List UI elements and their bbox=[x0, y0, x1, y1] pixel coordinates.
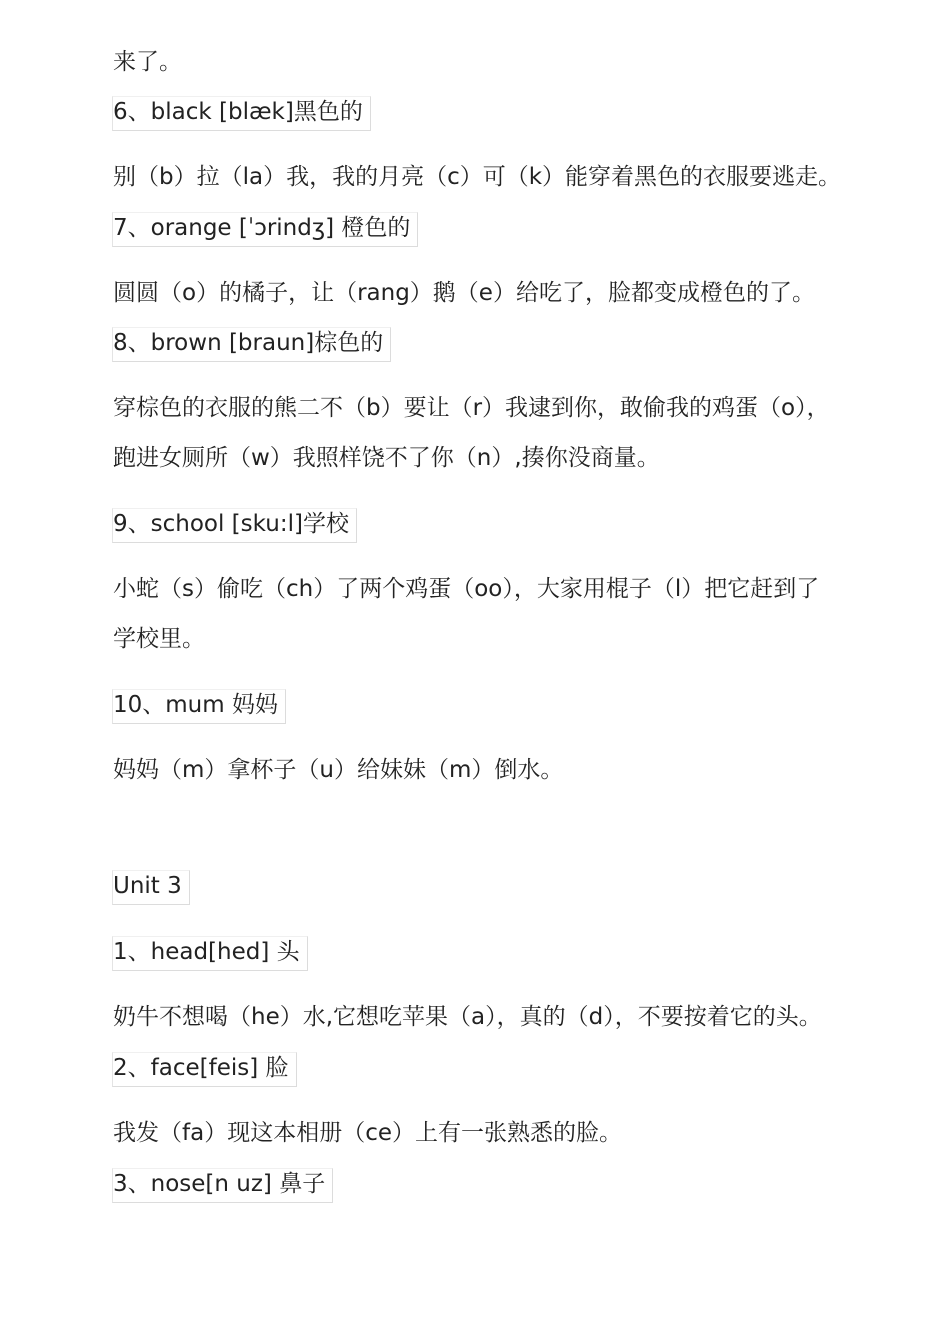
vocab-entry-school: 9、school [sku:l]学校 bbox=[113, 511, 349, 537]
mnemonic-sentence-head: 奶牛不想喝（he）水,它想吃苹果（a），真的（d），不要按着它的头。 bbox=[113, 1004, 822, 1030]
mnemonic-sentence-mum: 妈妈（m）拿杯子（u）给妹妹（m）倒水。 bbox=[113, 757, 564, 783]
mnemonic-sentence-school-2: 学校里。 bbox=[113, 626, 205, 652]
text-line: 来了。 bbox=[113, 49, 182, 75]
vocab-entry-mum: 10、mum 妈妈 bbox=[113, 692, 278, 718]
vocab-entry-orange: 7、orange [ˈɔrindʒ] 橙色的 bbox=[113, 215, 411, 241]
mnemonic-sentence-black: 别（b）拉（la）我，我的月亮（c）可（k）能穿着黑色的衣服要逃走。 bbox=[113, 164, 842, 190]
vocab-entry-head: 1、head[hed] 头 bbox=[113, 939, 300, 965]
vocab-entry-face: 2、face[feis] 脸 bbox=[113, 1055, 289, 1081]
mnemonic-sentence-face: 我发（fa）现这本相册（ce）上有一张熟悉的脸。 bbox=[113, 1120, 622, 1146]
mnemonic-sentence-orange: 圆圆（o）的橘子，让（rang）鹅（e）给吃了，脸都变成橙色的了。 bbox=[113, 280, 815, 306]
mnemonic-sentence-brown-1: 穿棕色的衣服的熊二不（b）要让（r）我逮到你，敢偷我的鸡蛋（o）， bbox=[113, 395, 830, 421]
vocab-entry-brown: 8、brown [braun]棕色的 bbox=[113, 330, 384, 356]
unit-heading: Unit 3 bbox=[113, 873, 182, 899]
vocab-entry-black: 6、black [blæk]黑色的 bbox=[113, 99, 363, 125]
vocab-entry-nose: 3、nose[n uz] 鼻子 bbox=[113, 1171, 326, 1197]
mnemonic-sentence-school-1: 小蛇（s）偷吃（ch）了两个鸡蛋（oo），大家用棍子（l）把它赶到了 bbox=[113, 576, 820, 602]
mnemonic-sentence-brown-2: 跑进女厕所（w）我照样饶不了你（n）,揍你没商量。 bbox=[113, 445, 660, 471]
